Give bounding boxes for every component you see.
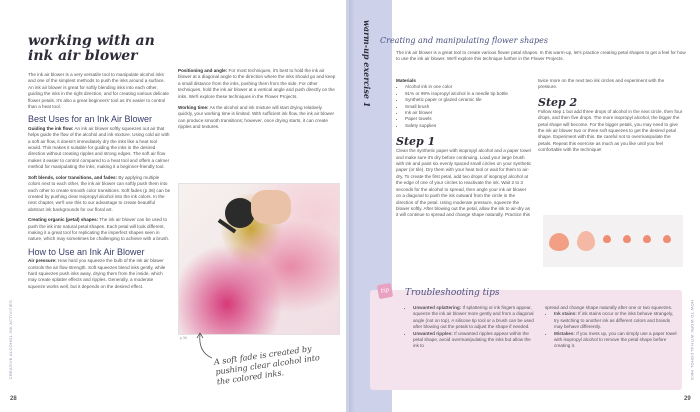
step-2-title: Step 2 — [538, 95, 578, 109]
left-running-side: CREATIVE ALCOHOL INK ACTIVITIES — [8, 300, 13, 380]
material-item: • Ink air blower — [405, 110, 532, 116]
tip-item — [554, 331, 677, 350]
ink-blower-photo — [178, 183, 340, 335]
tip-text: If unwanted ripples appear within the petal shape, avoid overmanipulating the inks but allow the ink to — [413, 330, 531, 349]
petal-shape — [577, 231, 595, 251]
page-title: working with an ink air blower — [28, 33, 155, 64]
guiding-label: Guiding the ink flow: — [28, 125, 74, 131]
exercise-intro: The ink air blower is a great tool to create various flower petal shapes. In this warm-up, let's practice creating petal shapes to get a feel for how to use the ink air blower. We'll explore this technique further in the Flower Projects. — [396, 50, 686, 62]
how-to-heading: How to Use an Ink Air Blower — [28, 246, 145, 257]
photo-label: p 36 — [180, 336, 187, 340]
step-1-continued: twice more on the next two ink circles and experiment with the pressure. — [538, 78, 665, 90]
exercise-heading: Creating and manipulating flower shapes — [380, 36, 548, 45]
tip-text: If you mess up, you can simply use a paper towel with isopropyl alcohol to remove the petal shape before creating it. — [554, 330, 677, 349]
exercise-tab-label: warm-up exercise 1 — [362, 20, 372, 108]
tip-text: If splattering or ink fingers appear, squeeze the ink air blower more gently and from a diagonal angle (not on top). A silicone tip tool or a brush can be used after blowing out the petals to adjust the shape if needed. — [413, 305, 534, 330]
caption-arrow-icon — [192, 330, 216, 360]
material-item: • Alcohol ink in one color — [405, 84, 532, 90]
tip-label: Unwanted ripples: — [413, 330, 453, 336]
tip-label: Unwanted splattering: — [413, 305, 462, 310]
materials-heading: Materials — [396, 78, 416, 83]
hand-image — [251, 190, 291, 224]
intro-paragraph: The ink air blower is a very versatile tool to manipulate alcohol inks and one of the simplest methods to push the inks around a surface. An ink air blower is great for softly blending inks into each other, guiding the inks in the right direction, and for creating various delicate flower petals. It's also a great beginners' tool as it's easier to control than a heat tool. — [28, 72, 169, 110]
step-2-text: Follow step 1 but add three drops of alcohol in the next circle, then four drops, and then five drops. The more isopropyl alcohol, the bigger the petal shape will become. For the bigger petals, you may need to give the ink air blower two or three soft squeezes to get the desired petal shape. Experiment with this. Be careful not to overmanipulate the petals. Repeat this exercise as much as you like until you feel comfortable with the technique! — [538, 108, 683, 153]
positioning-text: For most techniques, it's best to hold the ink air blower at a diagonal angle to the direction where the inks should go and keep a small distance from the inks, pushing them from the side. For other techniques, hold the ink air blower at a vertical angle and push directly on the inks. We'll explore these techniques in the Flower Projects. — [178, 68, 336, 99]
working-time-text: As the alcohol and ink mixture will start drying relatively quickly, your working time is limited. With sufficient ink flow, the ink air blower can produce smooth transitions; however, once drying starts, it can create ripples and textures. — [178, 105, 335, 130]
step-1-title: Step 1 — [396, 135, 436, 149]
petal-shape — [643, 235, 651, 243]
tip-badge: tip — [377, 283, 393, 299]
materials-list — [396, 84, 532, 129]
best-uses-heading: Best Uses for an Ink Air Blower — [28, 114, 153, 125]
tip-label: Mistakes: — [554, 330, 575, 336]
material-item: • Safety supplies — [405, 123, 532, 129]
step-1-text: Clean the synthetic paper with isopropyl alcohol and a paper towel and make sure it's dry before continuing. Load your large brush with ink and paint six evenly spaced small circles on your synthetic paper (or tile). Dry them with your heat tool or wait for them to air-dry. To create the first petal, add two drops of isopropyl alcohol at the edge of one of your circles to reactivate the ink. Wait 2 to 3 seconds for the alcohol to spread, then angle your ink air blower on a diagonal to push the ink outward from the circle in the direction of the petal. Using moderate pressure, squeeze the blower softly. After blowing out the petal, allow the ink to air-dry as it will continue to spread and change shape naturally. Practice this — [396, 148, 532, 218]
tip-continued: spread and change shape naturally after one or two squeezes. — [545, 305, 673, 310]
tips-column-1 — [404, 305, 536, 350]
material-item: • Paper towels — [405, 116, 532, 122]
left-column-1 — [28, 72, 171, 290]
material-item: • Small brush — [405, 104, 532, 110]
soft-blends-text: By applying multiple colors next to each other, the ink air blower can softly push them into each other to create smooth color transitions. Soft fades (p 36) can be created by pushing clear isopropyl alcohol into the ink colors. In the next chapter, we'll use this to our advantage to create beautiful abstract ink backgrounds for our floral art. — [28, 174, 171, 212]
tip-item — [413, 331, 536, 350]
tip-label: Ink stains: — [554, 311, 577, 317]
petal-shape — [603, 235, 611, 243]
petal-shape — [623, 235, 631, 243]
tip-item — [554, 311, 677, 330]
right-running-side: HOW TO WORK WITH ALCOHOL INKS — [690, 300, 695, 381]
tips-title: Troubleshooting tips — [405, 288, 500, 298]
air-pressure-text: How hard you squeeze the bulb of the ink air blower controls the air flow strength. Soft squeezes blend inks gently, while hard squeezes push inks away, drying them from the inside, which may create splatter effects and ripples. Generally, a moderate squeeze works well, but it depends on the desired effect. — [28, 258, 166, 289]
working-time-label: Working time: — [178, 105, 209, 111]
tip-text: If ink stains occur or the inks behave strangely, try switching to another ink as different colors and brands may behave differently. — [554, 311, 674, 330]
petal-shapes-label: Creating organic (petal) shapes: — [28, 217, 99, 223]
left-column-2 — [178, 68, 336, 131]
page-gutter — [349, 0, 355, 412]
right-column-2 — [538, 78, 684, 154]
guiding-text: An ink air blower softly squeezes out air that helps guide the flow of the alcohol and ink mixture. Using cold air with a soft air flow, it doesn't immediately dry the inks like a heat tool would. This makes it suitable for guiding the inks in the desired direction without creating ripples and strong edges. The soft air flow makes it easier to control compared to a heat tool and offers a calmer method for manipulating the inks, making it a beginner-friendly tool. — [28, 125, 170, 170]
petal-examples-image — [543, 215, 683, 267]
material-item: • 91% or 99% isopropyl alcohol in a needle tip bottle — [405, 91, 532, 97]
right-column-1 — [396, 78, 532, 219]
petal-shapes-text: The ink air blower can be used to push the ink into natural petal shapes. Each petal will look different, making it a great tool for replicating the imperfect shapes seen in nature, which may sometimes be challenging to achieve with a brush. — [28, 217, 170, 242]
right-page-number: 29 — [684, 396, 691, 402]
petal-shape — [549, 233, 569, 251]
material-item: • Synthetic paper or glazed ceramic tile — [405, 97, 532, 103]
left-page-number: 28 — [10, 396, 17, 402]
soft-blends-label: Soft blends, color transitions, and fades: — [28, 174, 118, 180]
tip-item — [413, 305, 536, 331]
photo-caption: A soft fade is created by pushing clear alcohol into the colored inks. — [213, 344, 321, 387]
tips-column-2 — [545, 305, 677, 350]
positioning-label: Positioning and angle: — [178, 68, 228, 73]
petal-shape — [663, 235, 671, 243]
air-pressure-label: Air pressure: — [28, 258, 57, 264]
